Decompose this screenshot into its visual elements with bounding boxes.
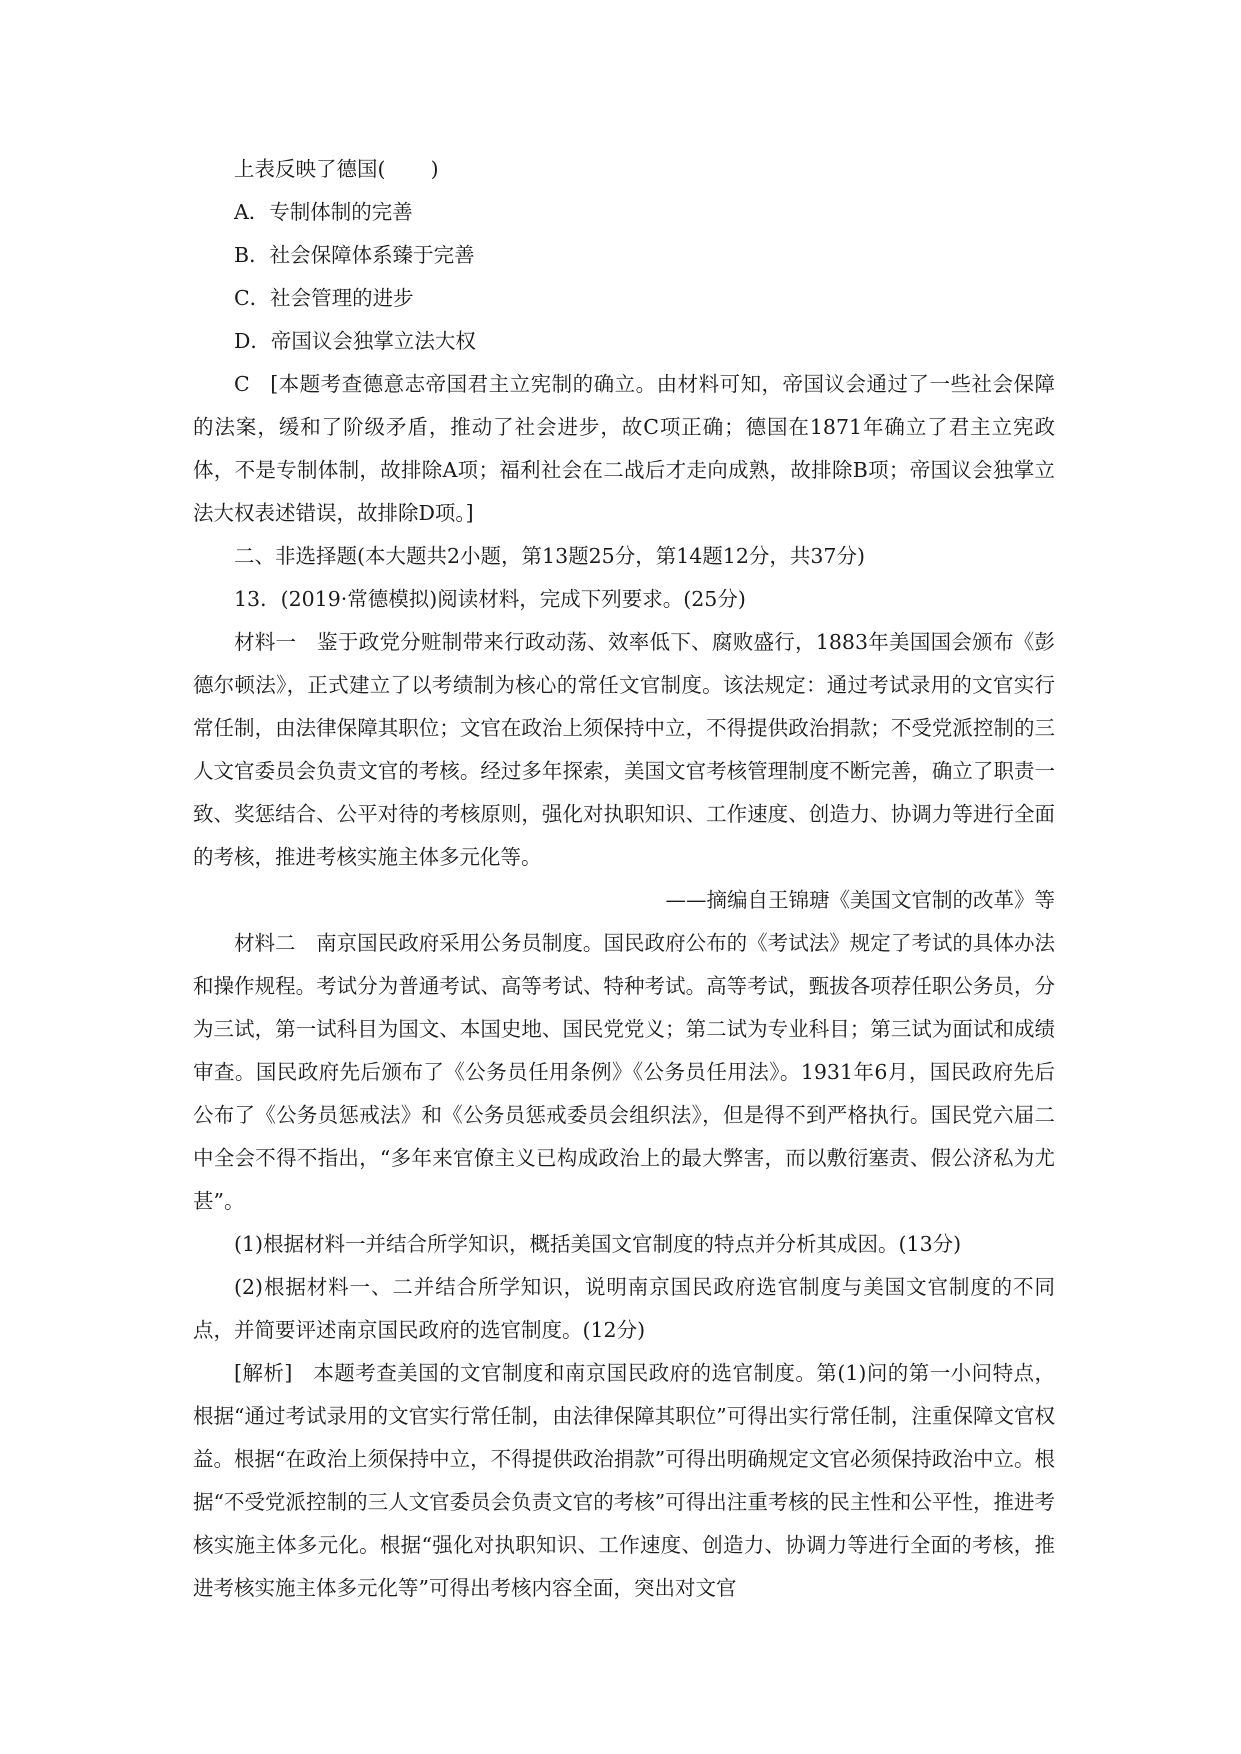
sub-question-1: (1)根据材料一并结合所学知识，概括美国文官制度的特点并分析其成因。(13分) [234, 1232, 962, 1256]
sub-question-2: (2)根据材料一、二并结合所学知识，说明南京国民政府选官制度与美国文官制度的不同点，并简要评述南京国民政府的选官制度。(12分) [193, 1275, 1055, 1342]
question-12-explanation: [本题考查德意志帝国君主立宪制的确立。由材料可知，帝国议会通过了一些社会保障的法案，缓和了阶级矛盾，推动了社会进步，故C项正确；德国在1871年确立了君主立宪政体，不是专制体制，故排除A项；福利社会在二战后才走向成熟，故排除B项；帝国议会独掌立法大权表述错误，故排除D项。] [193, 372, 1055, 525]
page-content [193, 148, 1055, 1610]
option-a: A．专制体制的完善 [234, 200, 413, 224]
material-1 [193, 621, 1055, 879]
question-12-answer: C [234, 372, 250, 396]
question-13-stem: 13．(2019·常德模拟)阅读材料，完成下列要求。(25分) [234, 587, 746, 611]
analysis-text: 本题考查美国的文官制度和南京国民政府的选官制度。第(1)问的第一小问特点，根据“通过考试录用的文官实行常任制，由法律保障其职位”可得出实行常任制，注重保障文官权益。根据“在政治上须保持中立，不得提供政治捐款”可得出明确规定文官必须保持政治中立。根据“不受党派控制的三人文官委员会负责文官的考核”可得出注重考核的民主性和公平性，推进考核实施主体多元化。根据“强化对执职知识、工作速度、创造力、协调力等进行全面的考核，推进考核实施主体多元化等”可得出考核内容全面，突出对文官 [193, 1361, 1055, 1600]
question-12-answer-paragraph [193, 363, 1055, 535]
option-d: D．帝国议会独掌立法大权 [234, 329, 476, 353]
question-12-stem-close: ) [430, 157, 439, 181]
material-2-text: 南京国民政府采用公务员制度。国民政府公布的《考试法》规定了考试的具体办法和操作规程。考试分为普通考试、高等考试、特种考试。高等考试，甄拔各项荐任职公务员，分为三试，第一试科目为国文、本国史地、国民党党义；第二试为专业科目；第三试为面试和成绩审查。国民政府先后颁布了《公务员任用条例》《公务员任用法》。1931年6月，国民政府先后公布了《公务员惩戒法》和《公务员惩戒委员会组织法》，但是得不到严格执行。国民党六届二中全会不得不指出，“多年来官僚主义已构成政治上的最大弊害，而以敷衍塞责、假公济私为尤甚”。 [193, 931, 1055, 1213]
material-1-label: 材料一 [234, 630, 297, 654]
question-12-stem-text: 上表反映了德国( [234, 157, 386, 181]
analysis-label: [解析] [234, 1361, 293, 1385]
question-12-stem [193, 148, 1055, 191]
option-b: B．社会保障体系臻于完善 [234, 243, 475, 267]
material-2-label: 材料二 [234, 931, 296, 955]
option-c: C．社会管理的进步 [234, 286, 414, 310]
analysis-paragraph [193, 1352, 1055, 1610]
material-2 [193, 922, 1055, 1223]
section-heading: 二、非选择题(本大题共2小题，第13题25分，第14题12分，共37分) [234, 544, 865, 568]
material-1-text: 鉴于政党分赃制带来行政动荡、效率低下、腐败盛行，1883年美国国会颁布《彭德尔顿法》，正式建立了以考绩制为核心的常任文官制度。该法规定：通过考试录用的文官实行常任制，由法律保障其职位；文官在政治上须保持中立，不得提供政治捐款；不受党派控制的三人文官委员会负责文官的考核。经过多年探索，美国文官考核管理制度不断完善，确立了职责一致、奖惩结合、公平对待的考核原则，强化对执职知识、工作速度、创造力、协调力等进行全面的考核，推进考核实施主体多元化等。 [193, 630, 1056, 869]
material-1-source: ——摘编自王锦瑭《美国文官制的改革》等 [665, 888, 1055, 912]
